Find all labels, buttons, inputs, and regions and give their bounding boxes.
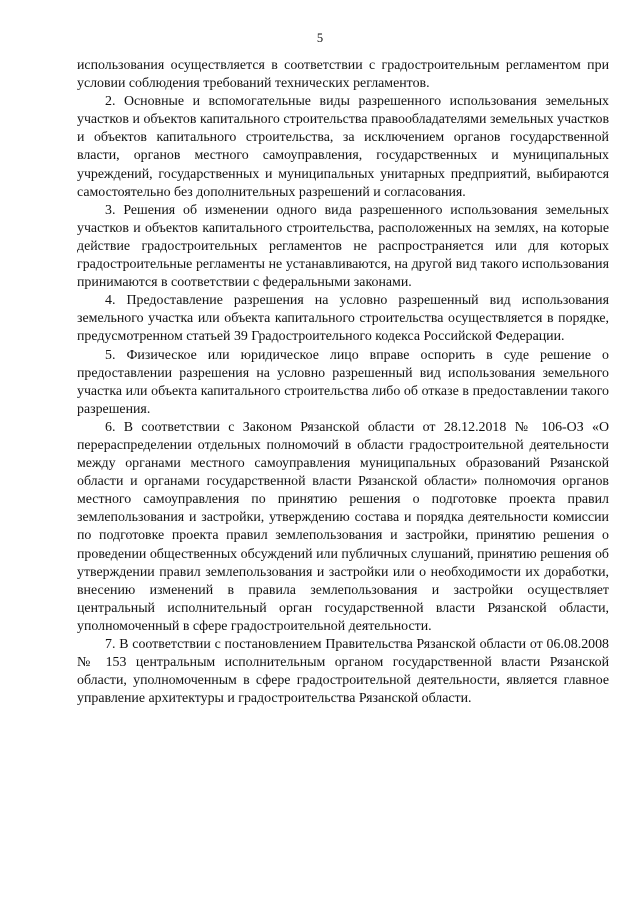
paragraph-continuation: использования осуществляется в соответствии с градостроительным регламентом при условии соблюдения требований технических регламентов. (77, 58, 609, 92)
paragraph-7: 7. В соответствии с постановлением Правительства Рязанской области от 06.08.2008 № 153 центральным исполнительным органом государственной власти Рязанской области, уполномоченным в сфере градостроительной деятельности, является главное управление архитектуры и градостроительства Рязанской области. (77, 637, 609, 707)
document-body (77, 57, 609, 708)
paragraph-2: 2. Основные и вспомогательные виды разрешенного использования земельных участков и объектов капитального строительства правообладателями земельных участков и объектов капитального строительства, за исключением органов государственной власти, органов местного самоуправления, государственных и муниципальных учреждений, государственных и муниципальных унитарных предприятий, выбираются самостоятельно без дополнительных разрешений и согласования. (77, 94, 609, 200)
page-number: 5 (316, 31, 324, 45)
paragraph-5: 5. Физическое или юридическое лицо вправе оспорить в суде решение о предоставлении разрешения на условно разрешенный вид использования земельного участка или объекта капитального строительства либо об отказе в предоставлении такого разрешения. (77, 347, 609, 417)
paragraph-6: 6. В соответствии с Законом Рязанской области от 28.12.2018 № 106-ОЗ «О перераспределении отдельных полномочий в области градостроительной деятельности между органами местного самоуправления муниципальных образований Рязанской области и органами государственной власти Рязанской области» полномочия органов местного самоуправления по принятию решения о подготовке проекта правил землепользования и застройки, утверждению состава и порядка деятельности комиссии по подготовке проекта правил землепользования и застройки, принятию решения о проведении общественных обсуждений или публичных слушаний, принятию решения об утверждении правил землепользования и застройки или о необходимости их доработки, внесению изменений в правила землепользования и застройки осуществляет центральный исполнительный орган государственной власти Рязанской области, уполномоченный в сфере градостроительной деятельности. (77, 419, 609, 634)
paragraph-3: 3. Решения об изменении одного вида разрешенного использования земельных участков и объектов капитального строительства, расположенных на землях, на которые действие градостроительных регламентов не распространяется или для которых градостроительные регламенты не устанавливаются, на другой вид такого использования принимаются в соответствии с федеральными законами. (77, 202, 609, 291)
paragraph-4: 4. Предоставление разрешения на условно разрешенный вид использования земельного участка или объекта капитального строительства осуществляется в порядке, предусмотренном статьей 39 Градостроительного кодекса Российской Федерации. (77, 293, 609, 345)
